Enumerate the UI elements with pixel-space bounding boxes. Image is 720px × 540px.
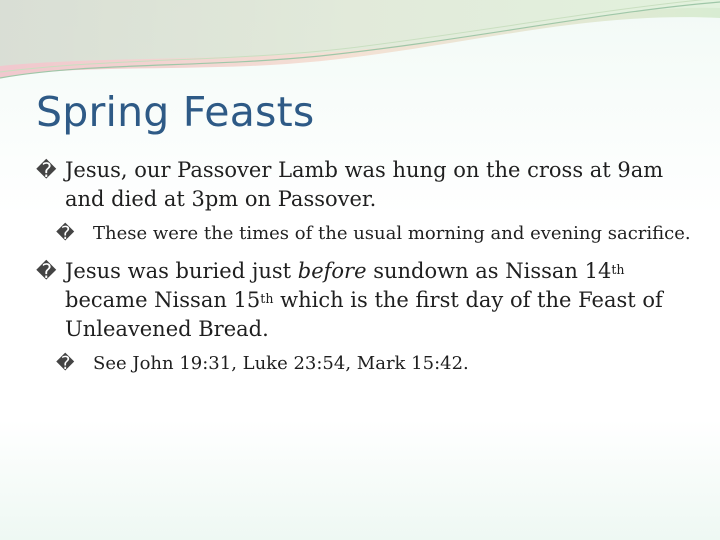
header-decoration: [0, 0, 720, 90]
bullet-2-text-d: which is the first day of the Feast of Unleavened Bread.: [65, 288, 663, 341]
bullet-2: [36, 257, 696, 344]
bullet-1: [36, 156, 696, 214]
bullet-icon: �: [36, 158, 57, 182]
bullet-1-sub-text: These were the times of the usual morning and evening sacrifice.: [93, 223, 691, 244]
bullet-2-sub-text: See John 19:31, Luke 23:54, Mark 15:42.: [93, 353, 469, 374]
bottom-gradient: [0, 420, 720, 540]
bullet-icon: �: [56, 353, 75, 374]
ordinal-suffix: th: [260, 291, 274, 306]
bullet-2-text-c: became Nissan 15: [65, 288, 261, 312]
slide-body: [36, 156, 696, 387]
bullet-icon: �: [36, 259, 57, 283]
bullet-1-text: Jesus, our Passover Lamb was hung on the cross at 9am and died at 3pm on Passover.: [65, 158, 664, 211]
bullet-2-sub: [36, 352, 696, 376]
bullet-2-emphasis: before: [297, 259, 367, 283]
bullet-icon: �: [56, 223, 75, 244]
bullet-2-text-b: sundown as Nissan 14: [366, 259, 612, 283]
bullet-1-sub: [36, 222, 696, 246]
ordinal-suffix: th: [611, 262, 625, 277]
bullet-2-text-a: Jesus was buried just: [65, 259, 298, 283]
slide-title: Spring Feasts: [36, 88, 315, 136]
